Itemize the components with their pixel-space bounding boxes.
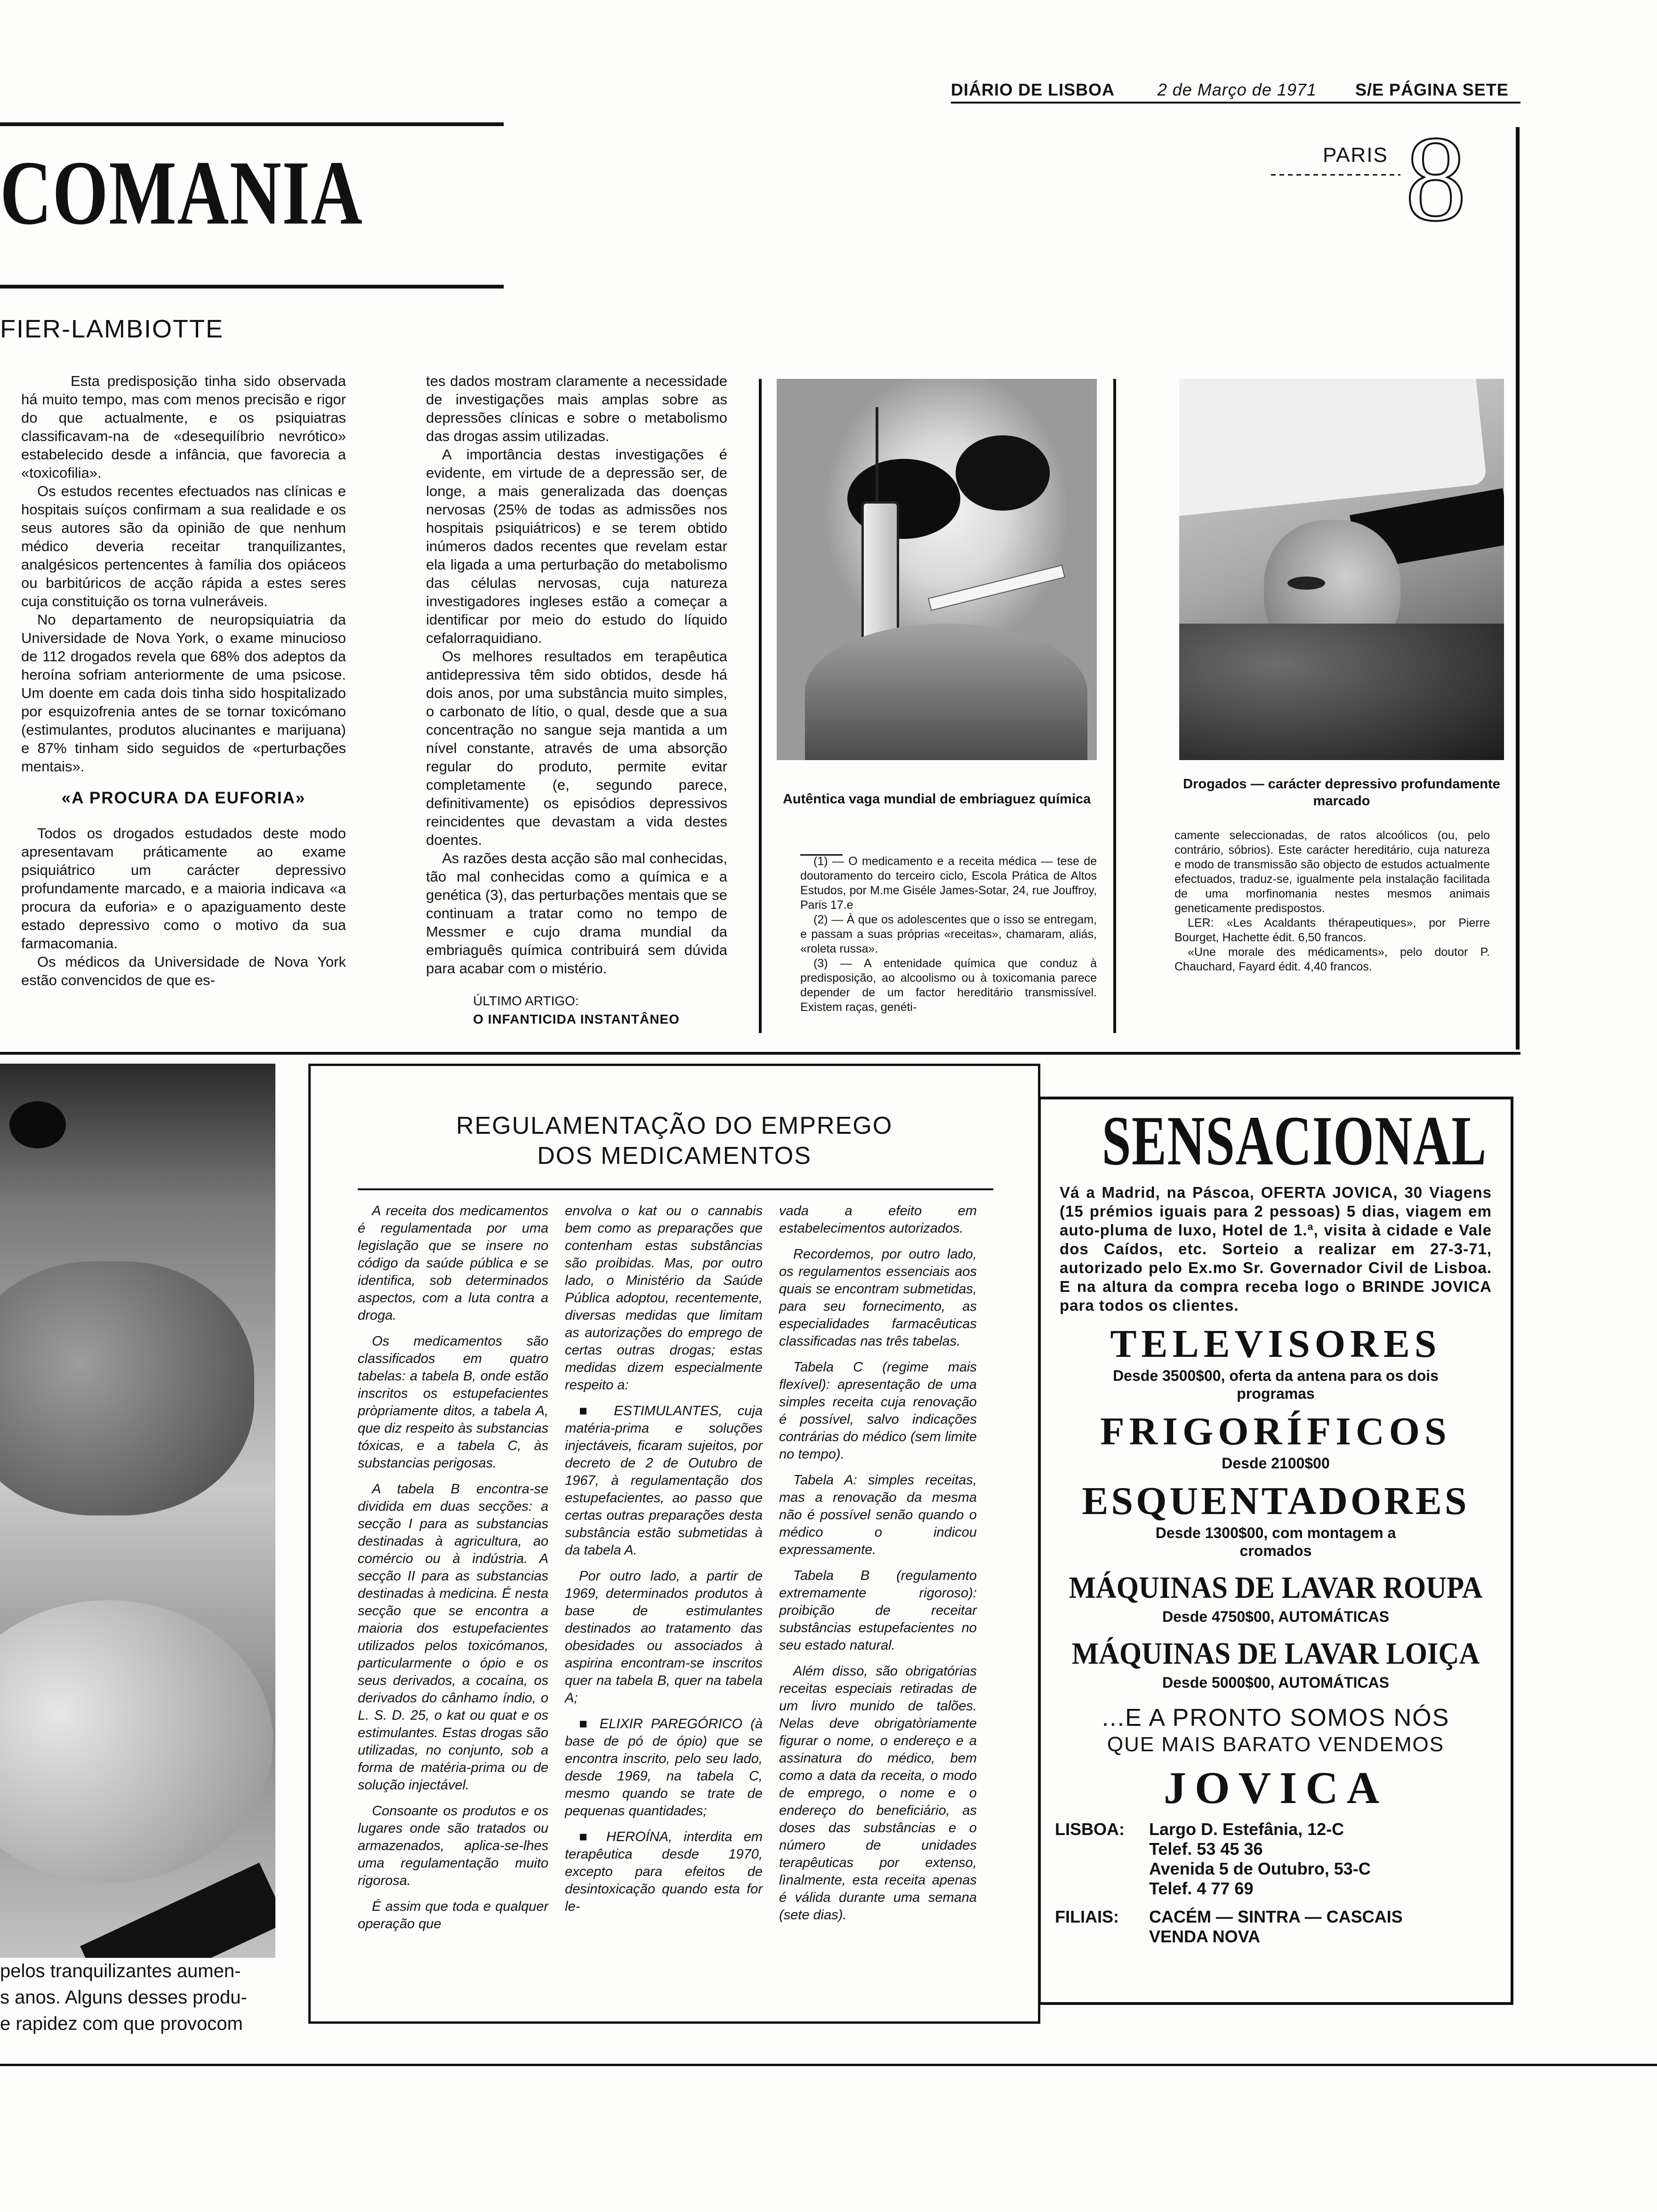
footnotes-right	[1174, 828, 1490, 974]
photo1-caption: Autêntica vaga mundial de embriaguez química	[782, 792, 1091, 807]
paragraph: tes dados mostram claramente a necessidade de investigações mais amplas sobre as depressões clínicas e sobre o metabolismo das drogas assim utilizadas.	[426, 373, 727, 444]
regulation-title-rule	[358, 1188, 993, 1190]
regulation-column-2	[565, 1202, 763, 1924]
paragraph: Todos os drogados estudados deste modo apresentavam práticamente ao exame psiquiátrico um carácter depressivo profundamente marcado, e a maioria indicava «a procura da euforia» e o apaziguamento deste estado depressivo como o motivo da sua farmacomania.	[21, 825, 346, 952]
title-top-rule	[0, 122, 504, 126]
ad-product-name: MÁQUINAS DE LAVAR LOIÇA	[1071, 1636, 1480, 1671]
article-subhead: «A PROCURA DA EUFORIA»	[61, 789, 306, 807]
paragraph: As razões desta acção são mal conhecidas, tão mal conhecidas como a química e a genética (3), das perturbações mentais que se continuam a tratar como no tempo de Messmer e cujo drama mundial da embriaguês química contribuirá sem dúvida para acabar com o mistério.	[426, 850, 727, 977]
paragraph: ■ HEROÍNA, interdita em terapêutica desde 1970, excepto para efeitos de desintoxicação quando esta for le-	[565, 1829, 763, 1914]
paragraph: A receita dos medicamentos é regulamentada por uma legislação que se insere no código da saúde pública e se identifica, sob determinados aspectos, com a luta contra a droga.	[358, 1203, 548, 1323]
regulation-column-1	[358, 1202, 548, 1941]
photo2-caption: Drogados — carácter depressivo profundamente marcado	[1183, 777, 1500, 809]
footnote: (3) — A entenidade química que conduz à predisposição, ao alcoolismo ou à toxicomania parece depender de um factor hereditário transmissível. Existem raças, genéti-	[800, 957, 1097, 1014]
ad-lisboa-label: LISBOA:	[1055, 1819, 1125, 1839]
text-line: pelos tranquilizantes aumen-	[0, 1961, 241, 1981]
paragraph: É assim que toda e qualquer operação que	[358, 1899, 548, 1931]
paragraph: Recordemos, por outro lado, os regulamentos essenciais aos quais se encontram submetidas, para seu fornecimento, as especialidades farmacêuticas classificadas nas três tabelas.	[779, 1247, 977, 1349]
text-line: s anos. Alguns desses produ-	[0, 1987, 247, 2008]
ad-product-detail: Desde 3500$00, oferta da antena para os dois programas	[1113, 1367, 1439, 1402]
ad-address-line: Telef. 53 45 36	[1149, 1839, 1263, 1859]
ad-slogan: QUE MAIS BARATO VENDEMOS	[1107, 1733, 1445, 1756]
text-line: e rapidez com que provocom	[0, 2013, 243, 2034]
page-bottom-rule	[0, 2064, 1657, 2066]
page-number: S/E PÁGINA SETE	[1355, 80, 1509, 99]
next-article-label: ÚLTIMO ARTIGO:	[473, 994, 579, 1008]
regulation-title-line: DOS MEDICAMENTOS	[537, 1142, 812, 1170]
paragraph: A tabela B encontra-se dividida em duas secções: a secção I para as substancias destinadas à agricultura, ao comércio ou à indústria. A secção II para as substancias destinadas à medicina. É nesta secção que se encontra a maioria dos estupefacientes utilizados pelos toxicómanos, particularmente o ópio e os seus derivados, a cocaína, os derivados do cânhamo índio, o L. S. D. 25, o kat ou quat e os estimulantes. Estas drogas são utilizadas, no conjunto, sob a forma de matéria-prima ou de solução injectável.	[358, 1482, 548, 1793]
ad-address-line: Telef. 4 77 69	[1149, 1879, 1254, 1898]
regulation-column-3	[779, 1202, 977, 1932]
paragraph: Esta predisposição tinha sido observada há muito tempo, mas com menos precisão e rigor do que actualmente, e os psiquiatras classificavam-na de «desequilíbrio nevrótico» estabelecido desde a infância, que favorecia a «toxicofilia».	[21, 373, 346, 481]
jovica-advert	[1038, 1097, 1513, 2005]
column-rule	[1113, 379, 1116, 1033]
photo-syringe-cigarette	[777, 379, 1097, 760]
footnote: (1) — O medicamento e a receita médica — tese de doutoramento do terceiro ciclo, Escola Prática de Altos Estudos, por M.me Giséle James-Sotar, 24, rue Jouffroy, Paris 17.e	[800, 855, 1097, 912]
column-rule	[759, 379, 762, 1033]
paragraph: ■ ELIXIR PAREGÓRICO (à base de pó de ópio) que se encontra inscrito, pelo seu lado, desde 1969, na tabela C, mesmo quando se trate de pequenas quantidades;	[565, 1716, 763, 1819]
ad-headline: SENSACIONAL	[1102, 1102, 1487, 1180]
article-bottom-rule	[0, 1052, 1520, 1055]
ad-product-name: FRIGORÍFICOS	[1100, 1410, 1451, 1453]
article-column-2	[426, 372, 727, 1028]
article-column-1	[21, 372, 346, 989]
ad-address-line: CACÉM — SINTRA — CASCAIS	[1149, 1907, 1403, 1926]
footnote: LER: «Les Acaldants thérapeutiques», por Pierre Bourget, Hachette édit. 6,50 francos.	[1174, 916, 1490, 944]
paragraph: Os melhores resultados em terapêutica antidepressiva têm sido obtidos, desde há dois anos, por uma substância muito simples, o carbonato de lítio, o qual, desde que a sua concentração no sangue seja mantida a um nível constante, através de uma absorção regular do produto, permite evitar completamente (e, segundo parece, definitivamente) os episódios depressivos reincidentes que devastam a vida destes doentes.	[426, 648, 727, 848]
paragraph: ■ ESTIMULANTES, cuja matéria-prima e soluções injectáveis, ficaram sujeitos, por decreto de 2 de Outubro de 1967, à regulamentação dos estupefacientes, ao passo que certas outras preparações desta substância estão submetidas à da tabela A.	[565, 1403, 763, 1558]
ad-product-detail: Desde 1300$00, com montagem a cromados	[1155, 1524, 1396, 1559]
paragraph: Tabela B (regulamento extremamente rigoroso): proibição de receitar substâncias estupefacientes no seu estado natural.	[779, 1568, 977, 1653]
ad-filiais-label: FILIAIS:	[1055, 1907, 1119, 1926]
ad-product-detail: Desde 2100$00	[1222, 1455, 1330, 1472]
footnote: (2) — À que os adolescentes que o isso se entregam, e passam a suas próprias «receitas», chamaram, aliás, «roleta russa».	[800, 913, 1097, 955]
ad-product-name: ESQUENTADORES	[1082, 1479, 1470, 1523]
paragraph: No departamento de neuropsiquiatria da Universidade de Nova York, o exame minucioso de 112 drogados revela que 68% dos adeptos da heroína sofriam anteriormente de uma psicose. Um doente em cada dois tinha sido hospitalizado por esquizofrenia antes de se tornar toxicómano (estimulantes, produtos alucinantes e marijuana) e 87% tinham sido seguidos de «perturbações mentais».	[21, 611, 346, 775]
ad-product-name: MÁQUINAS DE LAVAR ROUPA	[1069, 1571, 1483, 1605]
footnote: camente seleccionadas, de ratos alcoólicos (ou, pelo contrário, sóbrios). Este carácter hereditário, cuja natureza e modo de transmissão são objecto de estudos actualmente efectuados, traduz-se, igualmente pela instalação facilitada de uma morfinomania nestes mesmos animais geneticamente predispostos.	[1174, 829, 1490, 915]
footnotes-left	[800, 854, 1097, 1015]
paragraph: Tabela C (regime mais flexível): apresentação de uma simples receita cuja renovação é possível, salvo indicações contrárias do médico (sem limite no tempo).	[779, 1360, 977, 1462]
masthead-rule	[951, 102, 1520, 104]
regulation-box	[308, 1064, 1040, 2024]
article-title: COMANIA	[0, 142, 363, 244]
title-bottom-rule	[0, 285, 504, 289]
article-author: FIER-LAMBIOTTE	[0, 315, 224, 343]
ad-product-detail: Desde 4750$00, AUTOMÁTICAS	[1162, 1608, 1389, 1625]
newspaper-name: DIÁRIO DE LISBOA	[951, 80, 1114, 99]
next-article-title: O INFANTICIDA INSTANTÂNEO	[473, 1012, 680, 1026]
paragraph: Por outro lado, a partir de 1969, determinados produtos à base de estimulantes destinados ao tratamento das obesidades ou associados à aspirina encontram-se inscritos quer na tabela B, quer na tabela A;	[565, 1569, 763, 1706]
ad-product-detail: Desde 5000$00, AUTOMÁTICAS	[1162, 1674, 1389, 1691]
paragraph: Os medicamentos são classificados em quatro tabelas: a tabela B, onde estão inscritos os estupefacientes pròpriamente ditos, a tabela A, que diz respeito às substancias tóxicas, e a tabela C, às substancias perigosas.	[358, 1334, 548, 1471]
paragraph: Os estudos recentes efectuados nas clínicas e hospitais suíços confirmam a sua realidade e os seus autores são da opinião de que nenhum médico deveria receitar tranquilizantes, analgésicos pertencentes à família dos opiáceos ou barbitúricos de acção rápida a estes seres cuja constituição os torna vulneráveis.	[21, 483, 346, 609]
paragraph: envolva o kat ou o cannabis bem como as preparações que contenham estas substâncias são proibidas. Mas, por outro lado, o Ministério da Saúde Pública adoptou, recentemente, diversas medidas que limitam as autorizações do emprego de certas outras drogas; estas medidas dizem especialmente respeito a:	[565, 1203, 763, 1393]
ad-slogan: ...E A PRONTO SOMOS NÓS	[1102, 1704, 1450, 1731]
ad-address-line: Largo D. Estefânia, 12-C	[1149, 1819, 1344, 1839]
paragraph: Tabela A: simples receitas, mas a renovação da mesma não é possível senão quando o médico o indicou expressamente.	[779, 1473, 977, 1557]
ad-address-line: VENDA NOVA	[1149, 1927, 1261, 1946]
regulation-title-line: REGULAMENTAÇÃO DO EMPREGO	[456, 1112, 893, 1139]
ad-brand: JOVICA	[1163, 1763, 1388, 1813]
photo-lying-figure	[0, 1064, 275, 2010]
paragraph: Consoante os produtos e os lugares onde são tratados ou armazenados, aplica-se-lhes uma regulamentação muito rigorosa.	[358, 1803, 548, 1888]
ad-address-line: Avenida 5 de Outubro, 53-C	[1149, 1859, 1371, 1878]
ad-addresses	[1055, 1819, 1511, 1947]
ad-promo: Vá a Madrid, na Páscoa, OFERTA JOVICA, 30 Viagens (15 prémios iguais para 2 pessoas) 5 dias, viagem em auto-pluma de luxo, Hotel de 1.ª, visita à cidade e Vale dos Caídos, etc. Sorteio a realizar em 27-3-71, autorizado pelo Ex.mo Sr. Governador Civil de Lisboa. E na altura da compra receba logo o BRINDE JOVICA para todos os clientes.	[1060, 1184, 1492, 1314]
footnote: «Une morale des médicaments», pelo doutor P. Chauchard, Fayard édit. 4,40 francos.	[1174, 946, 1490, 973]
paragraph: Além disso, são obrigatórias receitas especiais retiradas de um livro munido de talões. Nelas deve obrigatòriamente figurar o nome, o endereço e a assinatura do médico, bem como a data da receita, o modo de emprego, o nome e o endereço do beneficiário, as doses das substâncias e o número de unidades terapêuticas por extenso, lìnalmente, esta receita apenas é válida durante uma semana (sete dias).	[779, 1664, 977, 1923]
issue-date: 2 de Março de 1971	[1157, 80, 1317, 99]
paragraph: Os médicos da Universidade de Nova York estão convencidos de que es-	[21, 954, 346, 988]
photo-sleeping-person	[1179, 379, 1504, 760]
section-vertical-rule	[1516, 127, 1520, 1050]
masthead-line	[951, 80, 1525, 100]
ad-product-name: TELEVISORES	[1110, 1322, 1441, 1366]
photo-side-text	[0, 1958, 282, 2037]
paragraph: vada a efeito em estabelecimentos autorizados.	[779, 1203, 977, 1236]
section-number: 8	[1405, 111, 1466, 247]
regulation-title	[311, 1111, 1038, 1171]
section-label: PARIS	[1323, 144, 1388, 167]
paragraph: A importância destas investigações é evidente, em virtude de a depressão ser, de longe, a mais generalizada das doenças nervosas (25% de todas as admissões nos hospitais psiquiátricos) e se terem obtido inúmeros dados recentes que revelam estar ela ligada a uma perturbação do metabolismo das células nervosas, cuja natureza investigadores ingleses estão a começar a identificar por meio do estudo do líquido cefalorraquidiano.	[426, 446, 727, 646]
section-dotted-rule	[1271, 174, 1400, 176]
